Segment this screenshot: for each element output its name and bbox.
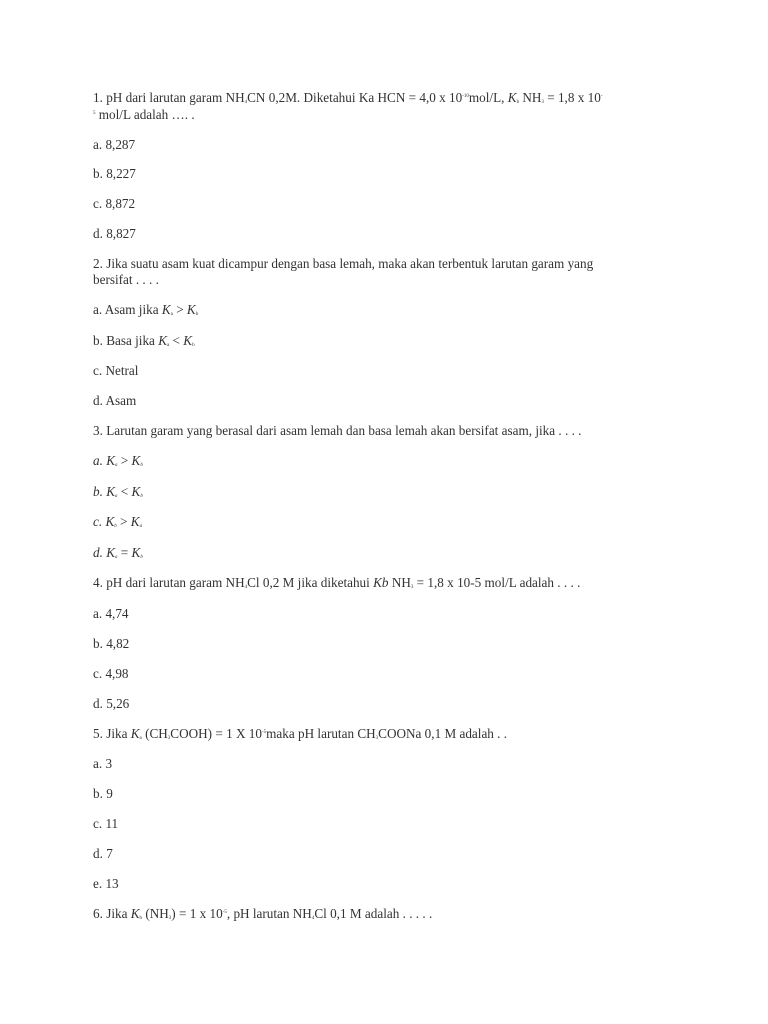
q5-option-d: d. 7: [93, 846, 113, 861]
superscript: -5: [261, 730, 267, 735]
q2-option-d: d. Asam: [93, 393, 137, 408]
operator: <: [169, 333, 184, 348]
text: 6. Jika: [93, 906, 131, 921]
text: Cl 0,1 M adalah . . . . .: [314, 906, 433, 921]
question-1-line-2: [93, 107, 683, 122]
text: maka pH larutan CH: [266, 726, 376, 741]
k-symbol: K: [161, 302, 171, 317]
q3-option-d: [93, 545, 683, 560]
k-symbol: K: [130, 906, 140, 921]
question-3-line-1: 3. Larutan garam yang berasal dari asam lemah dan basa lemah akan bersifat asam, jika . . . .: [93, 423, 582, 438]
text: 4. pH dari larutan garam NH: [93, 575, 245, 590]
text: mol/L,: [468, 90, 508, 105]
q4-option-d: d. 5,26: [93, 696, 130, 711]
subscript: b: [114, 524, 117, 529]
text: b.: [93, 484, 107, 499]
k-symbol: K: [131, 484, 141, 499]
superscript: -: [600, 94, 603, 99]
subscript: b: [192, 343, 195, 348]
subscript: a: [114, 494, 118, 499]
k-symbol: K: [507, 90, 517, 105]
k-symbol: K: [130, 514, 140, 529]
subscript: 3: [168, 916, 172, 921]
q2-option-a: [93, 302, 683, 317]
q5-option-b: b. 9: [93, 786, 113, 801]
k-symbol: K: [106, 484, 115, 499]
subscript: a: [167, 343, 170, 348]
text: NH: [388, 575, 411, 590]
text: COONa 0,1 M adalah . .: [378, 726, 508, 741]
text: Cl 0,2 M jika diketahui: [247, 575, 374, 590]
subscript: b: [139, 916, 143, 921]
text: CN 0,2M. Diketahui Ka HCN = 4,0 x 10: [247, 90, 463, 105]
kb-symbol: Kb: [373, 575, 389, 590]
subscript: b: [140, 463, 143, 468]
q5-option-e: e. 13: [93, 876, 119, 891]
text: 1. pH dari larutan garam NH: [93, 90, 245, 105]
q1-option-c: c. 8,872: [93, 196, 136, 211]
superscript: 5: [93, 111, 96, 116]
text: NH: [519, 90, 542, 105]
subscript: a: [139, 524, 143, 529]
subscript: a: [170, 312, 173, 317]
question-4-line-1: [93, 575, 683, 590]
k-symbol: K: [131, 453, 141, 468]
subscript: b: [140, 555, 143, 560]
subscript: a: [114, 463, 118, 468]
operator: <: [117, 484, 132, 499]
q2-option-c: c. Netral: [93, 363, 139, 378]
text: ) = 1 x 10: [171, 906, 223, 921]
text: = 1,8 x 10-5 mol/L adalah . . . .: [413, 575, 581, 590]
text: , pH larutan NH: [226, 906, 312, 921]
q1-option-b: b. 8,227: [93, 166, 136, 181]
text: a. Asam jika: [93, 302, 162, 317]
q5-option-c: c. 11: [93, 816, 119, 831]
subscript: 3: [410, 585, 414, 590]
subscript: b: [516, 100, 520, 105]
subscript: a: [114, 555, 118, 560]
text: b. Basa jika: [93, 333, 159, 348]
operator: >: [116, 514, 131, 529]
operator: >: [117, 453, 132, 468]
question-5-line-1: [93, 726, 683, 741]
q3-option-c: [93, 514, 683, 529]
subscript: b: [195, 312, 199, 317]
k-symbol: K: [106, 545, 115, 560]
k-symbol: K: [183, 333, 193, 348]
text: d.: [93, 545, 107, 560]
q4-option-b: b. 4,82: [93, 636, 130, 651]
text: mol/L adalah …. .: [95, 107, 195, 122]
text: a.: [93, 453, 107, 468]
q5-option-a: a. 3: [93, 756, 113, 771]
question-1-line-1: [93, 90, 683, 105]
subscript: 3: [167, 736, 171, 741]
q1-option-a: a. 8,287: [93, 137, 136, 152]
superscript: -10: [462, 94, 469, 99]
operator: >: [172, 302, 187, 317]
question-6-line-1: [93, 906, 683, 921]
text: 5. Jika: [93, 726, 131, 741]
text: (NH: [142, 906, 169, 921]
k-symbol: K: [186, 302, 196, 317]
k-symbol: K: [106, 453, 115, 468]
subscript: 3: [541, 100, 544, 105]
text: (CH: [141, 726, 168, 741]
question-2-line-1: 2. Jika suatu asam kuat dicampur dengan basa lemah, maka akan terbentuk larutan garam yang: [93, 256, 594, 271]
text: COOH) = 1 X 10: [170, 726, 262, 741]
operator: =: [117, 545, 132, 560]
subscript: 4: [244, 585, 248, 590]
subscript: 4: [244, 100, 248, 105]
q3-option-a: [93, 453, 683, 468]
text: = 1,8 x 10: [543, 90, 601, 105]
text: c.: [93, 514, 106, 529]
subscript: 3: [375, 736, 379, 741]
k-symbol: K: [130, 726, 140, 741]
q3-option-b: [93, 484, 683, 499]
k-symbol: K: [131, 545, 141, 560]
q1-option-d: d. 8,827: [93, 226, 136, 241]
k-symbol: K: [158, 333, 167, 348]
subscript: 4: [311, 916, 315, 921]
superscript: -5: [222, 910, 227, 915]
q4-option-c: c. 4,98: [93, 666, 129, 681]
question-2-line-2: bersifat . . . .: [93, 272, 159, 287]
k-symbol: K: [105, 514, 115, 529]
subscript: a: [139, 736, 142, 741]
q2-option-b: [93, 333, 683, 348]
subscript: b: [140, 494, 143, 499]
q4-option-a: a. 4,74: [93, 606, 129, 621]
